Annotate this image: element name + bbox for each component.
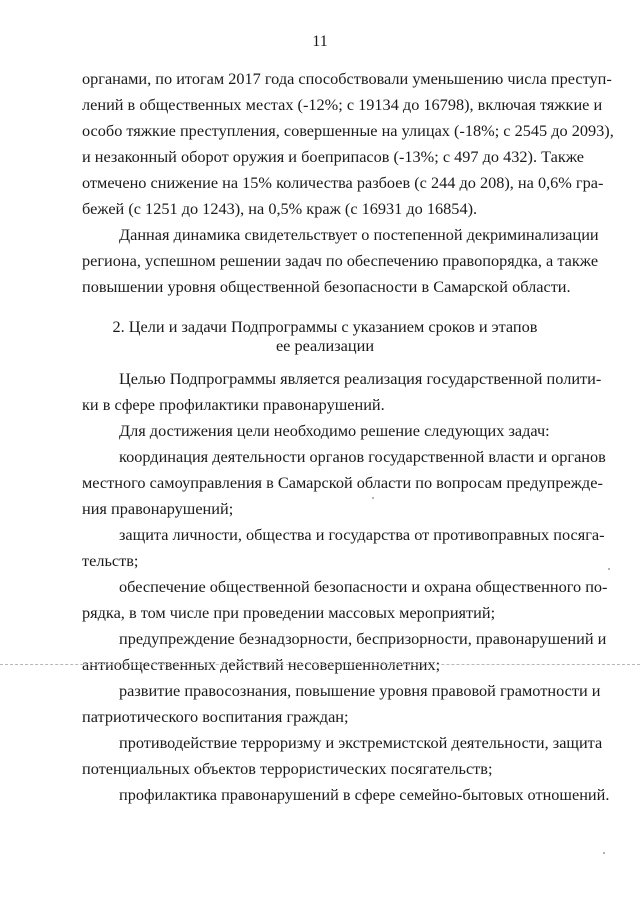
paragraph-crime-statistics [82,66,614,222]
task-item: рядка, в том числе при проведении массовых мероприятий; [82,603,496,622]
goals-and-tasks [82,366,610,808]
scan-dashed-line-artifact [0,664,640,665]
task-item: антиобщественных действий несовершеннолетних; [82,655,441,674]
section-heading [82,317,568,355]
text-line: и незаконный оборот оружия и боеприпасов (-13%; с 497 до 432). Также [82,147,585,166]
section-heading-line: ее реализации [275,336,375,355]
task-item: защита личности, общества и государства от противоправных посяга- [119,525,605,544]
task-item: предупреждение безнадзорности, беспризорности, правонарушений и [119,629,607,648]
task-item: потенциальных объектов террористических посягательств; [82,759,493,778]
text-line: органами, по итогам 2017 года способствовали уменьшению числа преступ- [82,69,612,88]
text-line: бежей (с 1251 до 1243), на 0,5% краж (с 16931 до 16854). [82,199,478,218]
page-number: 11 [312,33,328,50]
text-line: повышении уровня общественной безопасности в Самарской области. [82,277,571,296]
text-line: Целью Подпрограммы является реализация государственной полити- [119,369,602,388]
text-line: Данная динамика свидетельствует о постепенной декриминализации [119,225,599,244]
task-item: тельств; [82,551,139,570]
scan-speck-artifact [372,497,374,499]
text-line: особо тяжкие преступления, совершенные на улицах (-18%; с 2545 до 2093), [82,121,614,140]
text-line: лений в общественных местах (-12%; с 19134 до 16798), включая тяжкие и [82,95,603,114]
text-line: ки в сфере профилактики правонарушений. [82,395,385,414]
section-heading-line: 2. Цели и задачи Подпрограммы с указанием сроков и этапов [112,317,538,336]
task-item: профилактика правонарушений в сфере семейно-бытовых отношений. [119,785,610,804]
task-item: местного самоуправления в Самарской области по вопросам предупрежде- [82,473,603,492]
task-item: координация деятельности органов государственной власти и органов [119,447,606,466]
scan-speck-artifact [608,568,610,570]
tasks-intro: Для достижения цели необходимо решение следующих задач: [119,421,550,440]
text-line: региона, успешном решении задач по обеспечению правопорядка, а также [82,251,599,270]
text-line: отмечено снижение на 15% количества разбоев (с 244 до 208), на 0,6% гра- [82,173,604,192]
task-item: обеспечение общественной безопасности и охрана общественного по- [119,577,608,596]
task-item: ния правонарушений; [82,499,234,518]
task-item: патриотического воспитания граждан; [82,707,349,726]
task-item: противодействие терроризму и экстремистской деятельности, защита [119,733,603,752]
task-item: развитие правосознания, повышение уровня правовой грамотности и [119,681,601,700]
scan-speck-artifact [603,852,605,854]
paragraph-dynamics [82,222,599,300]
